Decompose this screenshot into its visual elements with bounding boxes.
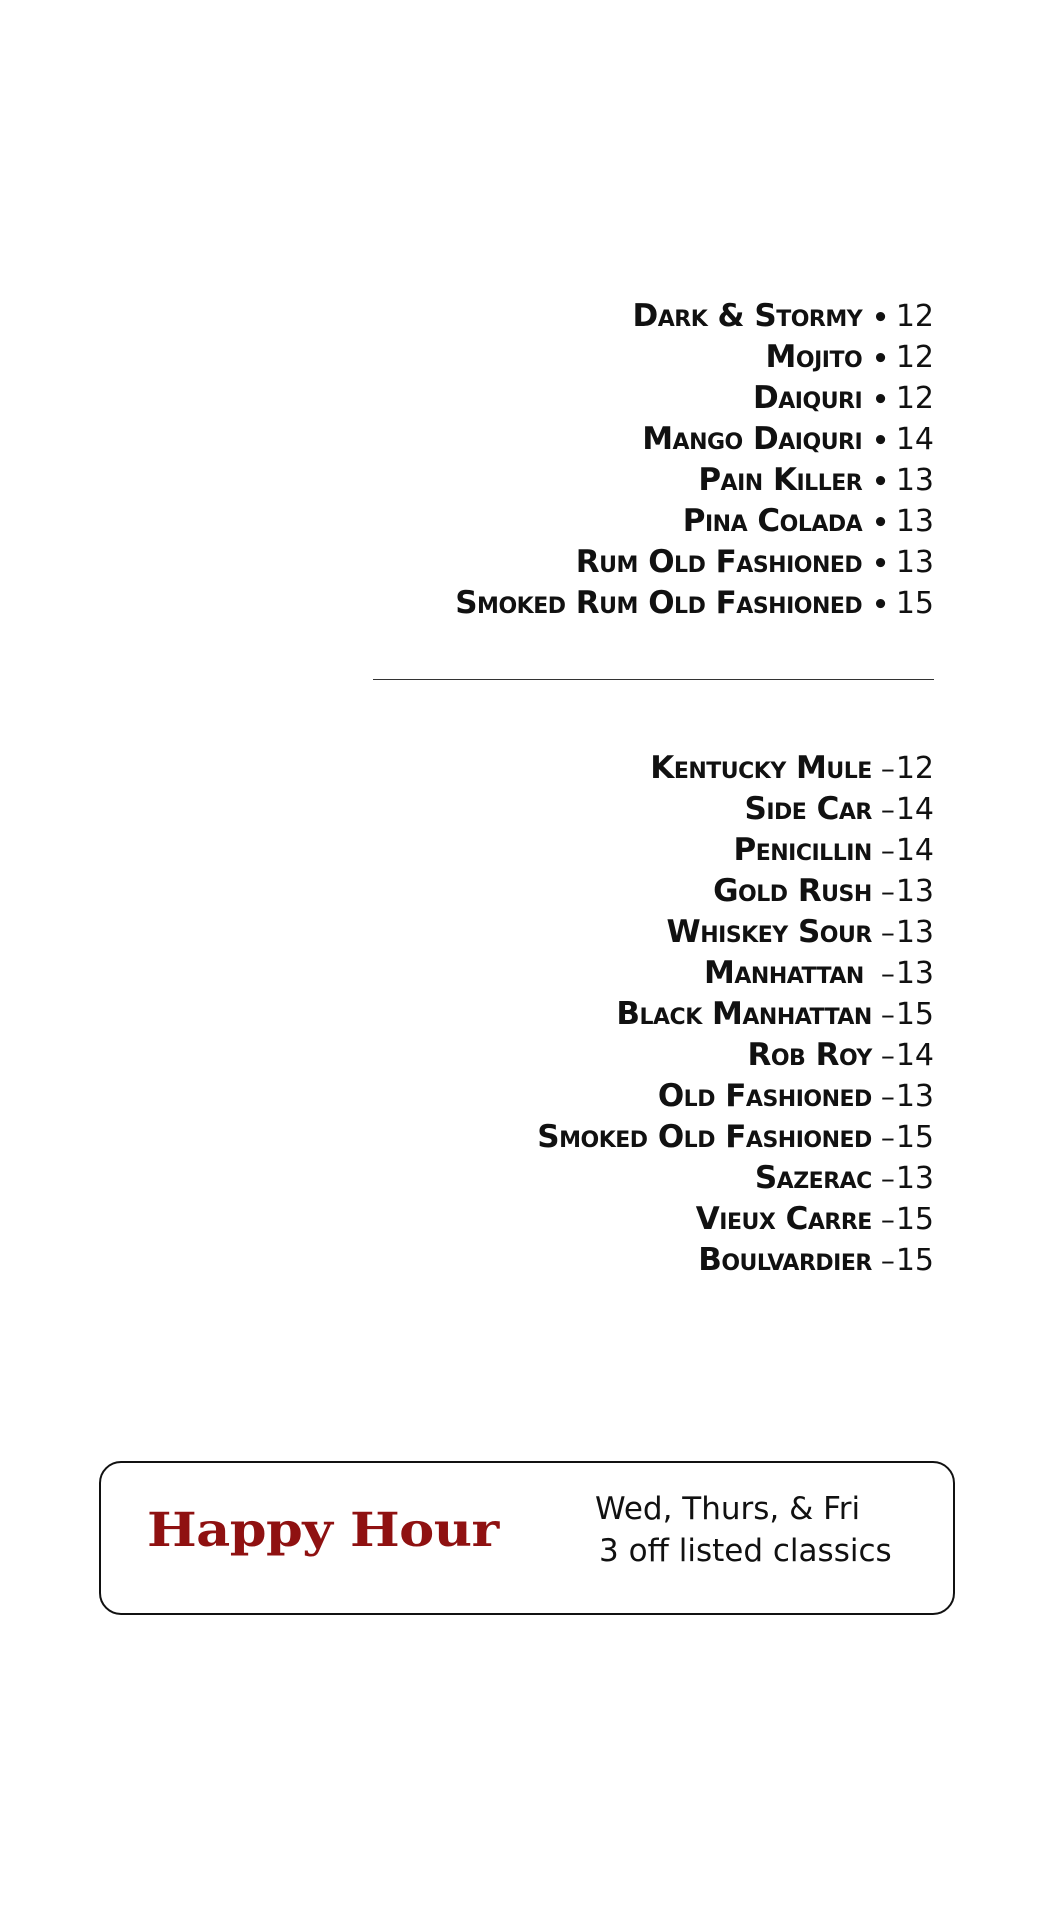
menu-item xyxy=(174,1076,934,1117)
item-price: 12 xyxy=(895,751,934,786)
happy-hour-banner xyxy=(99,1461,955,1615)
item-name: Gold Rush xyxy=(713,873,872,909)
menu-item xyxy=(174,542,934,583)
item-name: Old Fashioned xyxy=(657,1078,872,1114)
item-price: 12 xyxy=(895,299,934,334)
bullet-separator: • xyxy=(872,508,889,538)
menu-item xyxy=(174,1199,934,1240)
dash-separator: – xyxy=(880,957,895,990)
item-price: 13 xyxy=(895,874,934,909)
dash-separator: – xyxy=(880,875,895,908)
item-price: 15 xyxy=(895,1202,934,1237)
happy-hour-details xyxy=(595,1488,892,1572)
item-name: Pain Killer xyxy=(698,462,863,498)
bullet-separator: • xyxy=(872,344,889,374)
item-price: 14 xyxy=(895,792,934,827)
menu-item xyxy=(174,583,934,624)
dash-separator: – xyxy=(880,1080,895,1113)
section-divider xyxy=(373,679,934,680)
menu-item xyxy=(174,1117,934,1158)
item-price: 14 xyxy=(895,833,934,868)
dash-separator: – xyxy=(880,916,895,949)
item-price: 15 xyxy=(895,1120,934,1155)
menu-item xyxy=(174,337,934,378)
item-price: 13 xyxy=(895,545,934,580)
menu-item xyxy=(174,296,934,337)
item-name: Black Manhattan xyxy=(616,996,872,1032)
bullet-separator: • xyxy=(872,303,889,333)
item-price: 13 xyxy=(895,1079,934,1114)
item-price: 14 xyxy=(895,1038,934,1073)
item-name: Mango Daiquri xyxy=(642,421,863,457)
item-name: Dark & Stormy xyxy=(632,298,863,334)
menu-item xyxy=(174,1035,934,1076)
item-name: Penicillin xyxy=(733,832,872,868)
menu-item xyxy=(174,871,934,912)
bullet-separator: • xyxy=(872,467,889,497)
item-price: 12 xyxy=(895,381,934,416)
bullet-separator: • xyxy=(872,549,889,579)
dash-separator: – xyxy=(880,1121,895,1154)
item-price: 14 xyxy=(895,422,934,457)
item-name: Rum Old Fashioned xyxy=(575,544,863,580)
menu-item xyxy=(174,501,934,542)
item-price: 13 xyxy=(895,504,934,539)
item-name: Boulvardier xyxy=(698,1242,872,1278)
item-name: Daiquri xyxy=(753,380,863,416)
item-name: Pina Colada xyxy=(682,503,863,539)
dash-separator: – xyxy=(880,1203,895,1236)
item-price: 12 xyxy=(895,340,934,375)
item-name: Smoked Rum Old Fashioned xyxy=(455,585,863,621)
item-name: Sazerac xyxy=(754,1160,872,1196)
menu-item xyxy=(174,830,934,871)
item-name: Rob Roy xyxy=(747,1037,872,1073)
happy-hour-days: Wed, Thurs, & Fri xyxy=(595,1491,861,1527)
whiskey-cocktail-list xyxy=(174,748,934,1281)
item-name: Smoked Old Fashioned xyxy=(537,1119,872,1155)
item-name: Side Car xyxy=(744,791,872,827)
item-name: Vieux Carre xyxy=(695,1201,872,1237)
item-name: Whiskey Sour xyxy=(666,914,872,950)
menu-item xyxy=(174,378,934,419)
menu-item xyxy=(174,419,934,460)
item-name: Kentucky Mule xyxy=(650,750,872,786)
dash-separator: – xyxy=(880,998,895,1031)
item-price: 13 xyxy=(895,463,934,498)
menu-item xyxy=(174,1158,934,1199)
bullet-separator: • xyxy=(872,385,889,415)
menu-item xyxy=(174,460,934,501)
item-price: 13 xyxy=(895,956,934,991)
dash-separator: – xyxy=(880,1039,895,1072)
item-price: 13 xyxy=(895,1161,934,1196)
item-name: Mojito xyxy=(765,339,863,375)
item-price: 15 xyxy=(895,1243,934,1278)
menu-item xyxy=(174,1240,934,1281)
menu-item xyxy=(174,994,934,1035)
happy-hour-offer: 3 off listed classics xyxy=(599,1533,892,1569)
bullet-separator: • xyxy=(872,590,889,620)
bullet-separator: • xyxy=(872,426,889,456)
menu-item xyxy=(174,789,934,830)
dash-separator: – xyxy=(880,752,895,785)
dash-separator: – xyxy=(880,834,895,867)
item-price: 13 xyxy=(895,915,934,950)
dash-separator: – xyxy=(880,1244,895,1277)
happy-hour-title: Happy Hour xyxy=(147,1503,499,1558)
menu-item xyxy=(174,748,934,789)
rum-cocktail-list xyxy=(174,296,934,624)
dash-separator: – xyxy=(880,1162,895,1195)
menu-item xyxy=(174,912,934,953)
item-price: 15 xyxy=(895,997,934,1032)
item-name: Manhattan xyxy=(704,955,864,991)
menu-item xyxy=(174,953,934,994)
dash-separator: – xyxy=(880,793,895,826)
item-price: 15 xyxy=(895,586,934,621)
